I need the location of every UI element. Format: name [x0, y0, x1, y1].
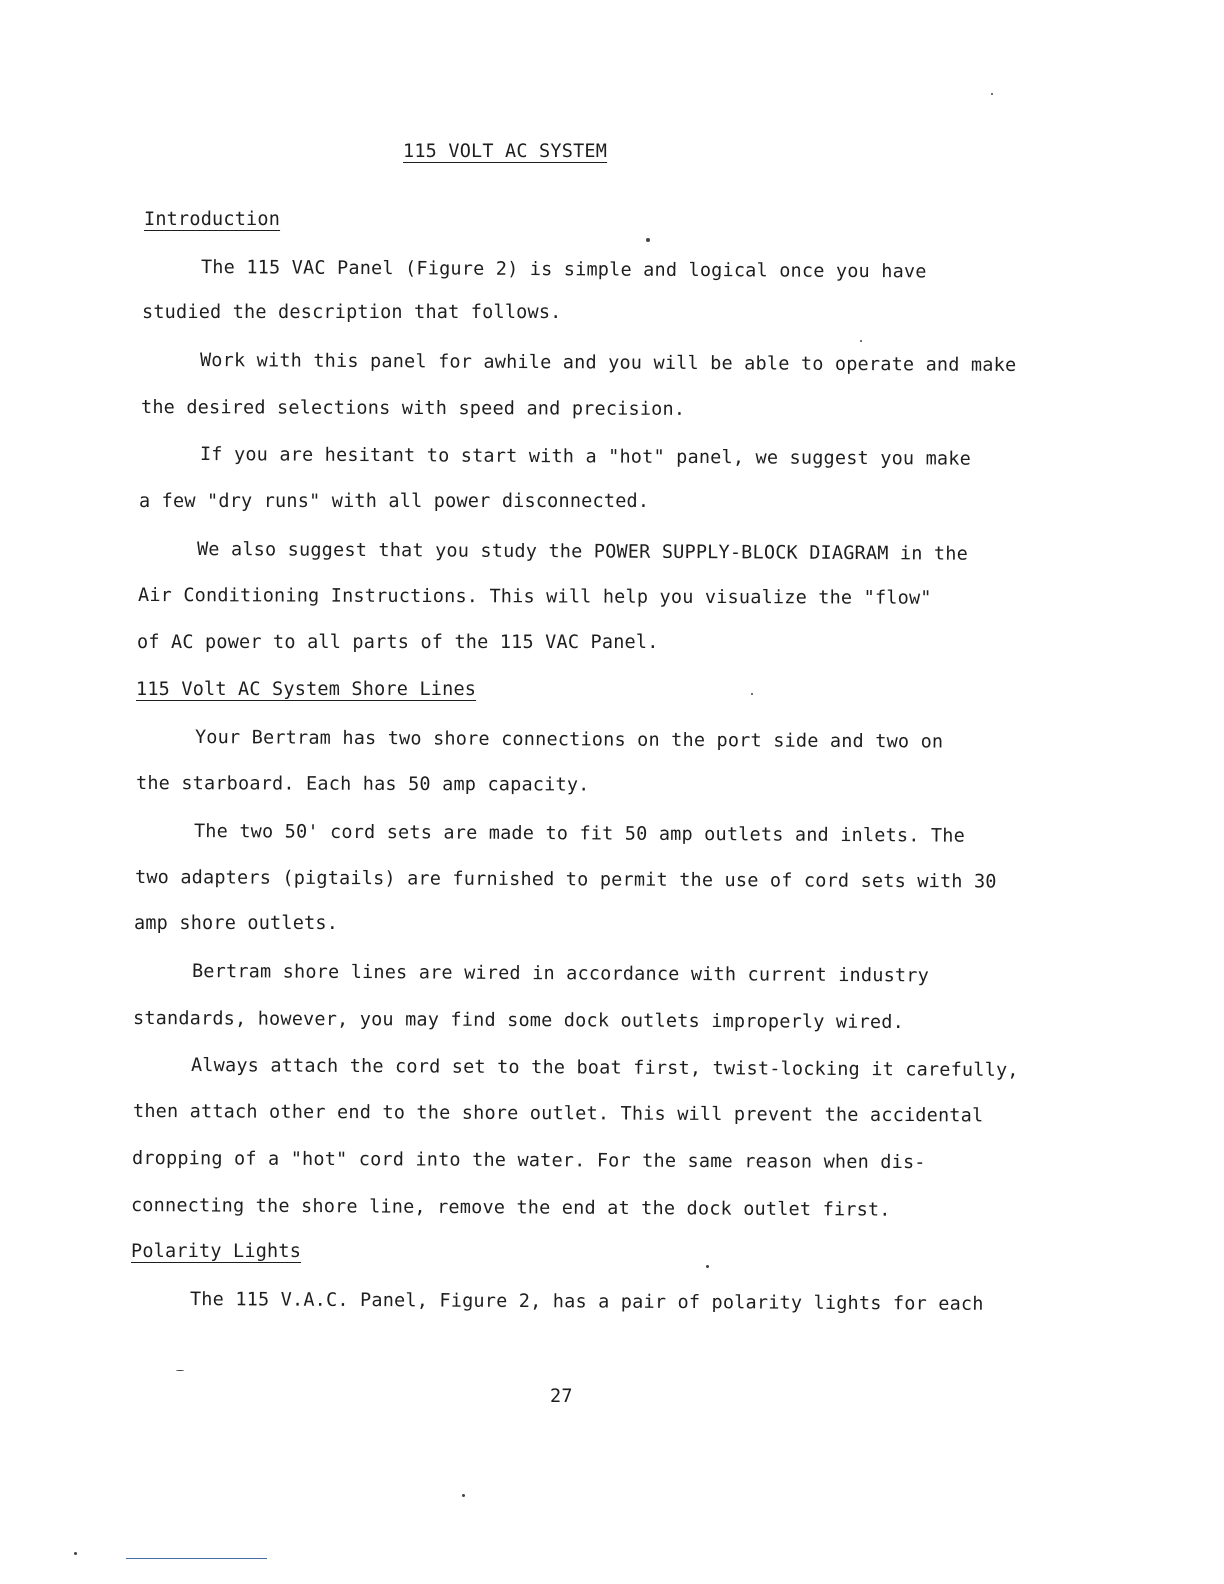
paragraph-line: The 115 V.A.C. Panel, Figure 2, has a pair of polarity lights for each: [189, 1289, 984, 1315]
section-heading-introduction: Introduction: [144, 209, 281, 230]
scan-speck: [646, 238, 650, 242]
paragraph-line: studied the description that follows.: [142, 302, 562, 323]
paragraph-line: We also suggest that you study the POWER SUPPLY-BLOCK DIAGRAM in the: [196, 539, 969, 565]
scan-speck: [74, 1552, 77, 1555]
paragraph-line: a few "dry runs" with all power disconnected.: [139, 491, 650, 512]
paragraph-line: Bertram shore lines are wired in accordance with current industry: [191, 961, 930, 987]
paragraph-line: connecting the shore line, remove the end at the dock outlet first.: [130, 1195, 891, 1221]
page-title: 115 VOLT AC SYSTEM: [403, 141, 608, 162]
scan-speck: [991, 93, 993, 95]
paragraph-line: standards, however, you may find some dock outlets improperly wired.: [132, 1008, 905, 1034]
scan-speck: [462, 1494, 465, 1497]
paragraph-line: Your Bertram has two shore connections on the port side and two on: [194, 727, 944, 753]
section-heading-polarity-lights: Polarity Lights: [131, 1241, 302, 1262]
paragraph-line: Work with this panel for awhile and you will be able to operate and make: [199, 350, 1017, 376]
paragraph-line: amp shore outlets.: [134, 913, 339, 934]
scan-speck: [706, 1265, 709, 1268]
scan-speck: [860, 340, 862, 342]
paragraph-line: Always attach the cord set to the boat first, twist-locking it carefully,: [190, 1055, 1019, 1082]
scan-speck: [751, 693, 753, 695]
section-heading-shore-lines: 115 Volt AC System Shore Lines: [136, 679, 477, 700]
paragraph-line: then attach other end to the shore outlet. This will prevent the accidental: [132, 1101, 984, 1127]
paragraph-line: two adapters (pigtails) are furnished to permit the use of cord sets with 30: [134, 867, 997, 893]
footer-rule: [126, 1558, 267, 1559]
paragraph-line: The 115 VAC Panel (Figure 2) is simple and logical once you have: [200, 257, 927, 283]
paragraph-line: Air Conditioning Instructions. This will help you visualize the "flow": [137, 585, 932, 609]
page-number: 27: [550, 1386, 573, 1407]
paragraph-line: the desired selections with speed and precision.: [140, 397, 686, 420]
paragraph-line: the starboard. Each has 50 amp capacity.: [135, 773, 590, 796]
paragraph-line: dropping of a "hot" cord into the water. For the same reason when dis-: [131, 1148, 926, 1174]
scan-speck: [176, 1370, 184, 1371]
paragraph-line: If you are hesitant to start with a "hot" panel, we suggest you make: [199, 444, 972, 470]
paragraph-line: The two 50' cord sets are made to fit 50 amp outlets and inlets. The: [193, 821, 966, 847]
paragraph-line: of AC power to all parts of the 115 VAC Panel.: [137, 632, 659, 653]
